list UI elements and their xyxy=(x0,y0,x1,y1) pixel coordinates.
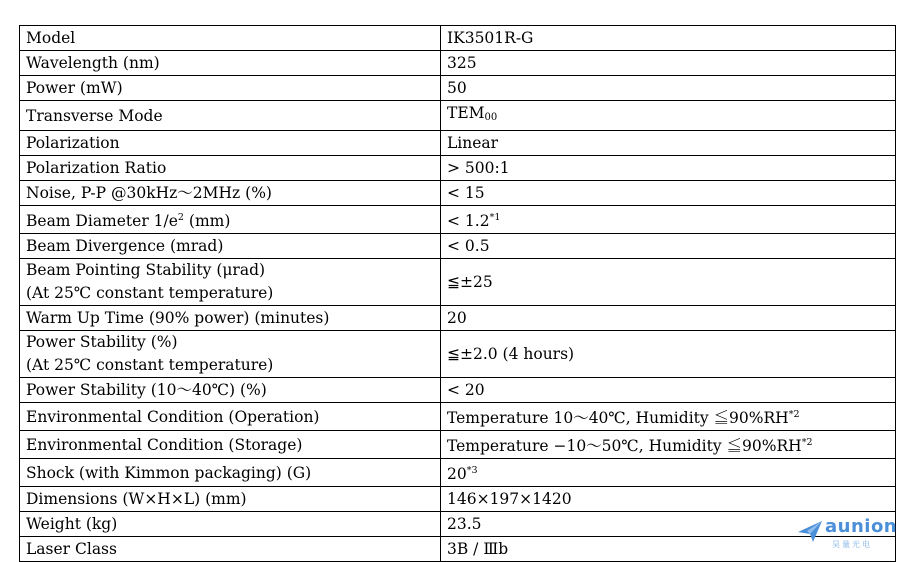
value-text: < 1.2 xyxy=(447,212,490,230)
row-value: > 500:1 xyxy=(441,156,896,181)
spec-row-beam-divergence xyxy=(20,234,896,259)
label-line-1: Beam Pointing Stability (μrad) xyxy=(26,261,266,279)
row-label: Wavelength (nm) xyxy=(20,51,441,76)
row-value: Linear xyxy=(441,131,896,156)
footnote-marker: *2 xyxy=(788,409,800,420)
row-value xyxy=(441,431,896,459)
spec-row-polarization-ratio xyxy=(20,156,896,181)
value-text: Temperature −10～50℃, Humidity ≦90%RH xyxy=(447,437,802,455)
label-superscript: 2 xyxy=(177,212,184,223)
brand-subtitle: 昊量光电 xyxy=(832,540,872,549)
brand-arrow-icon xyxy=(796,518,824,544)
value-text: TEM xyxy=(447,104,485,122)
spec-row-model xyxy=(20,26,896,51)
spec-row-transverse-mode xyxy=(20,101,896,131)
spec-row-polarization xyxy=(20,131,896,156)
label-text: Beam Diameter 1/e xyxy=(26,212,178,230)
spec-row-power xyxy=(20,76,896,101)
spec-row-shock xyxy=(20,459,896,487)
spec-table xyxy=(19,25,896,562)
row-label: Noise, P-P @30kHz～2MHz (%) xyxy=(20,181,441,206)
spec-row-warm-up-time xyxy=(20,306,896,331)
row-label: Dimensions (W×H×L) (mm) xyxy=(20,487,441,512)
spec-row-env-operation xyxy=(20,403,896,431)
value-text: Temperature 10～40℃, Humidity ≦90%RH xyxy=(447,409,789,427)
row-label: Polarization Ratio xyxy=(20,156,441,181)
label-line-1: Power Stability (%) xyxy=(26,333,178,351)
label-line-2: (At 25℃ constant temperature) xyxy=(26,284,274,302)
row-value xyxy=(441,206,896,234)
row-label: Environmental Condition (Storage) xyxy=(20,431,441,459)
label-line-2: (At 25℃ constant temperature) xyxy=(26,356,274,374)
row-label: Polarization xyxy=(20,131,441,156)
footnote-marker: *1 xyxy=(489,212,501,223)
row-label: Transverse Mode xyxy=(20,101,441,131)
row-label: Environmental Condition (Operation) xyxy=(20,403,441,431)
spec-row-wavelength xyxy=(20,51,896,76)
footnote-marker: *3 xyxy=(466,465,478,476)
row-value: 3B / Ⅲb xyxy=(441,537,896,562)
value-subscript: 00 xyxy=(484,112,498,123)
row-value: < 15 xyxy=(441,181,896,206)
footnote-marker: *2 xyxy=(801,437,813,448)
row-label: Laser Class xyxy=(20,537,441,562)
row-value: 23.5 xyxy=(441,512,896,537)
row-label xyxy=(20,206,441,234)
spec-row-beam-diameter xyxy=(20,206,896,234)
row-value xyxy=(441,459,896,487)
spec-row-beam-pointing-stability xyxy=(20,259,896,306)
watermark-logo xyxy=(796,514,896,552)
row-value: ≦±2.0 (4 hours) xyxy=(441,331,896,378)
row-value xyxy=(441,101,896,131)
row-label: Shock (with Kimmon packaging) (G) xyxy=(20,459,441,487)
spec-row-dimensions xyxy=(20,487,896,512)
row-value: < 0.5 xyxy=(441,234,896,259)
row-value: 50 xyxy=(441,76,896,101)
row-value xyxy=(441,403,896,431)
spec-row-power-stability-constant xyxy=(20,331,896,378)
row-label: Beam Divergence (mrad) xyxy=(20,234,441,259)
row-value: 20 xyxy=(441,306,896,331)
row-label xyxy=(20,331,441,378)
value-text: 20 xyxy=(447,465,467,483)
spec-row-laser-class xyxy=(20,537,896,562)
brand-name: aunion xyxy=(825,516,898,537)
spec-row-noise xyxy=(20,181,896,206)
row-label: Warm Up Time (90% power) (minutes) xyxy=(20,306,441,331)
row-value: < 20 xyxy=(441,378,896,403)
row-label: Power (mW) xyxy=(20,76,441,101)
row-label xyxy=(20,259,441,306)
spec-row-power-stability-range xyxy=(20,378,896,403)
row-value: ≦±25 xyxy=(441,259,896,306)
label-text-unit: (mm) xyxy=(183,212,231,230)
row-label: Model xyxy=(20,26,441,51)
row-value: IK3501R-G xyxy=(441,26,896,51)
spec-row-weight xyxy=(20,512,896,537)
row-label: Power Stability (10～40℃) (%) xyxy=(20,378,441,403)
row-value: 146×197×1420 xyxy=(441,487,896,512)
spec-row-env-storage xyxy=(20,431,896,459)
row-value: 325 xyxy=(441,51,896,76)
row-label: Weight (kg) xyxy=(20,512,441,537)
